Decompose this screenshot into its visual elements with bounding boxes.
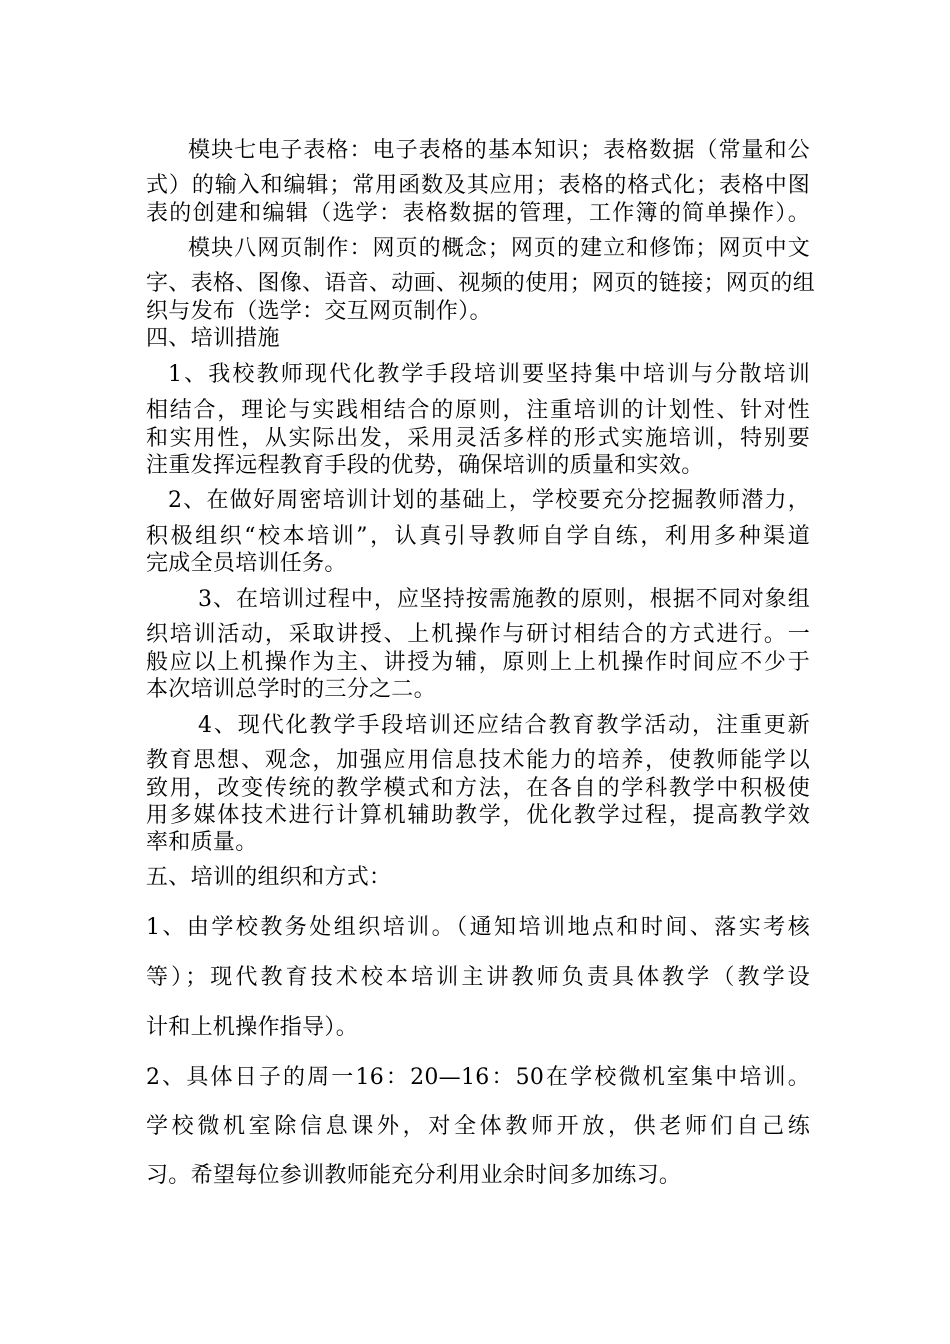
section-heading: 四、培训措施 <box>146 326 280 351</box>
text-line: 1、我校教师现代化教学手段培训要坚持集中培训与分散培训 <box>168 362 810 387</box>
text-line: 2、具体日子的周一16：20—16：50在学校微机室集中培训。 <box>146 1065 810 1090</box>
text-line: 织与发布（选学：交互网页制作）。 <box>146 299 492 324</box>
text-line: 学校微机室除信息课外，对全体教师开放，供老师们自己练 <box>146 1114 810 1139</box>
text-line: 3、在培训过程中，应坚持按需施教的原则，根据不同对象组 <box>198 587 810 612</box>
text-line: 率和质量。 <box>146 830 258 855</box>
text-line: 注重发挥远程教育手段的优势，确保培训的质量和实效。 <box>146 453 704 478</box>
text-line: 1、由学校教务处组织培训。（通知培训地点和时间、落实考核 <box>146 915 810 940</box>
text-line: 织培训活动，采取讲授、上机操作与研讨相结合的方式进行。一 <box>146 622 810 647</box>
section-heading: 五、培训的组织和方式： <box>146 865 392 890</box>
text-line: 相结合，理论与实践相结合的原则，注重培训的计划性、针对性 <box>146 398 810 423</box>
text-line: 用多媒体技术进行计算机辅助教学，优化教学过程，提高教学效 <box>146 803 810 828</box>
text-line: 计和上机操作指导）。 <box>146 1015 359 1040</box>
text-line: 习。希望每位参训教师能充分利用业余时间多加练习。 <box>146 1163 682 1188</box>
text-line: 模块七电子表格：电子表格的基本知识；表格数据（常量和公 <box>188 138 810 163</box>
text-line: 本次培训总学时的三分之二。 <box>146 677 436 702</box>
text-line: 完成全员培训任务。 <box>146 551 347 576</box>
text-line: 般应以上机操作为主、讲授为辅，原则上上机操作时间应不少于 <box>146 650 810 675</box>
text-line: 等）；现代教育技术校本培训主讲教师负责具体教学（教学设 <box>146 965 810 990</box>
text-line: 教育思想、观念，加强应用信息技术能力的培养，使教师能学以 <box>146 748 810 773</box>
text-line: 积极组织“校本培训”，认真引导教师自学自练，利用多种渠道 <box>146 524 810 549</box>
text-line: 模块八网页制作：网页的概念；网页的建立和修饰；网页中文 <box>188 236 810 261</box>
text-line: 和实用性，从实际出发，采用灵活多样的形式实施培训，特别要 <box>146 426 810 451</box>
text-line: 致用，改变传统的教学模式和方法，在各自的学科教学中积极使 <box>146 776 810 801</box>
text-line: 2、在做好周密培训计划的基础上，学校要充分挖掘教师潜力， <box>168 488 810 513</box>
text-line: 式）的输入和编辑；常用函数及其应用；表格的格式化；表格中图 <box>146 173 810 198</box>
text-line: 4、现代化教学手段培训还应结合教育教学活动，注重更新 <box>198 713 810 738</box>
text-line: 表的创建和编辑（选学：表格数据的管理，工作簿的简单操作）。 <box>146 201 810 226</box>
text-line: 字、表格、图像、语音、动画、视频的使用；网页的链接；网页的组 <box>146 271 816 296</box>
